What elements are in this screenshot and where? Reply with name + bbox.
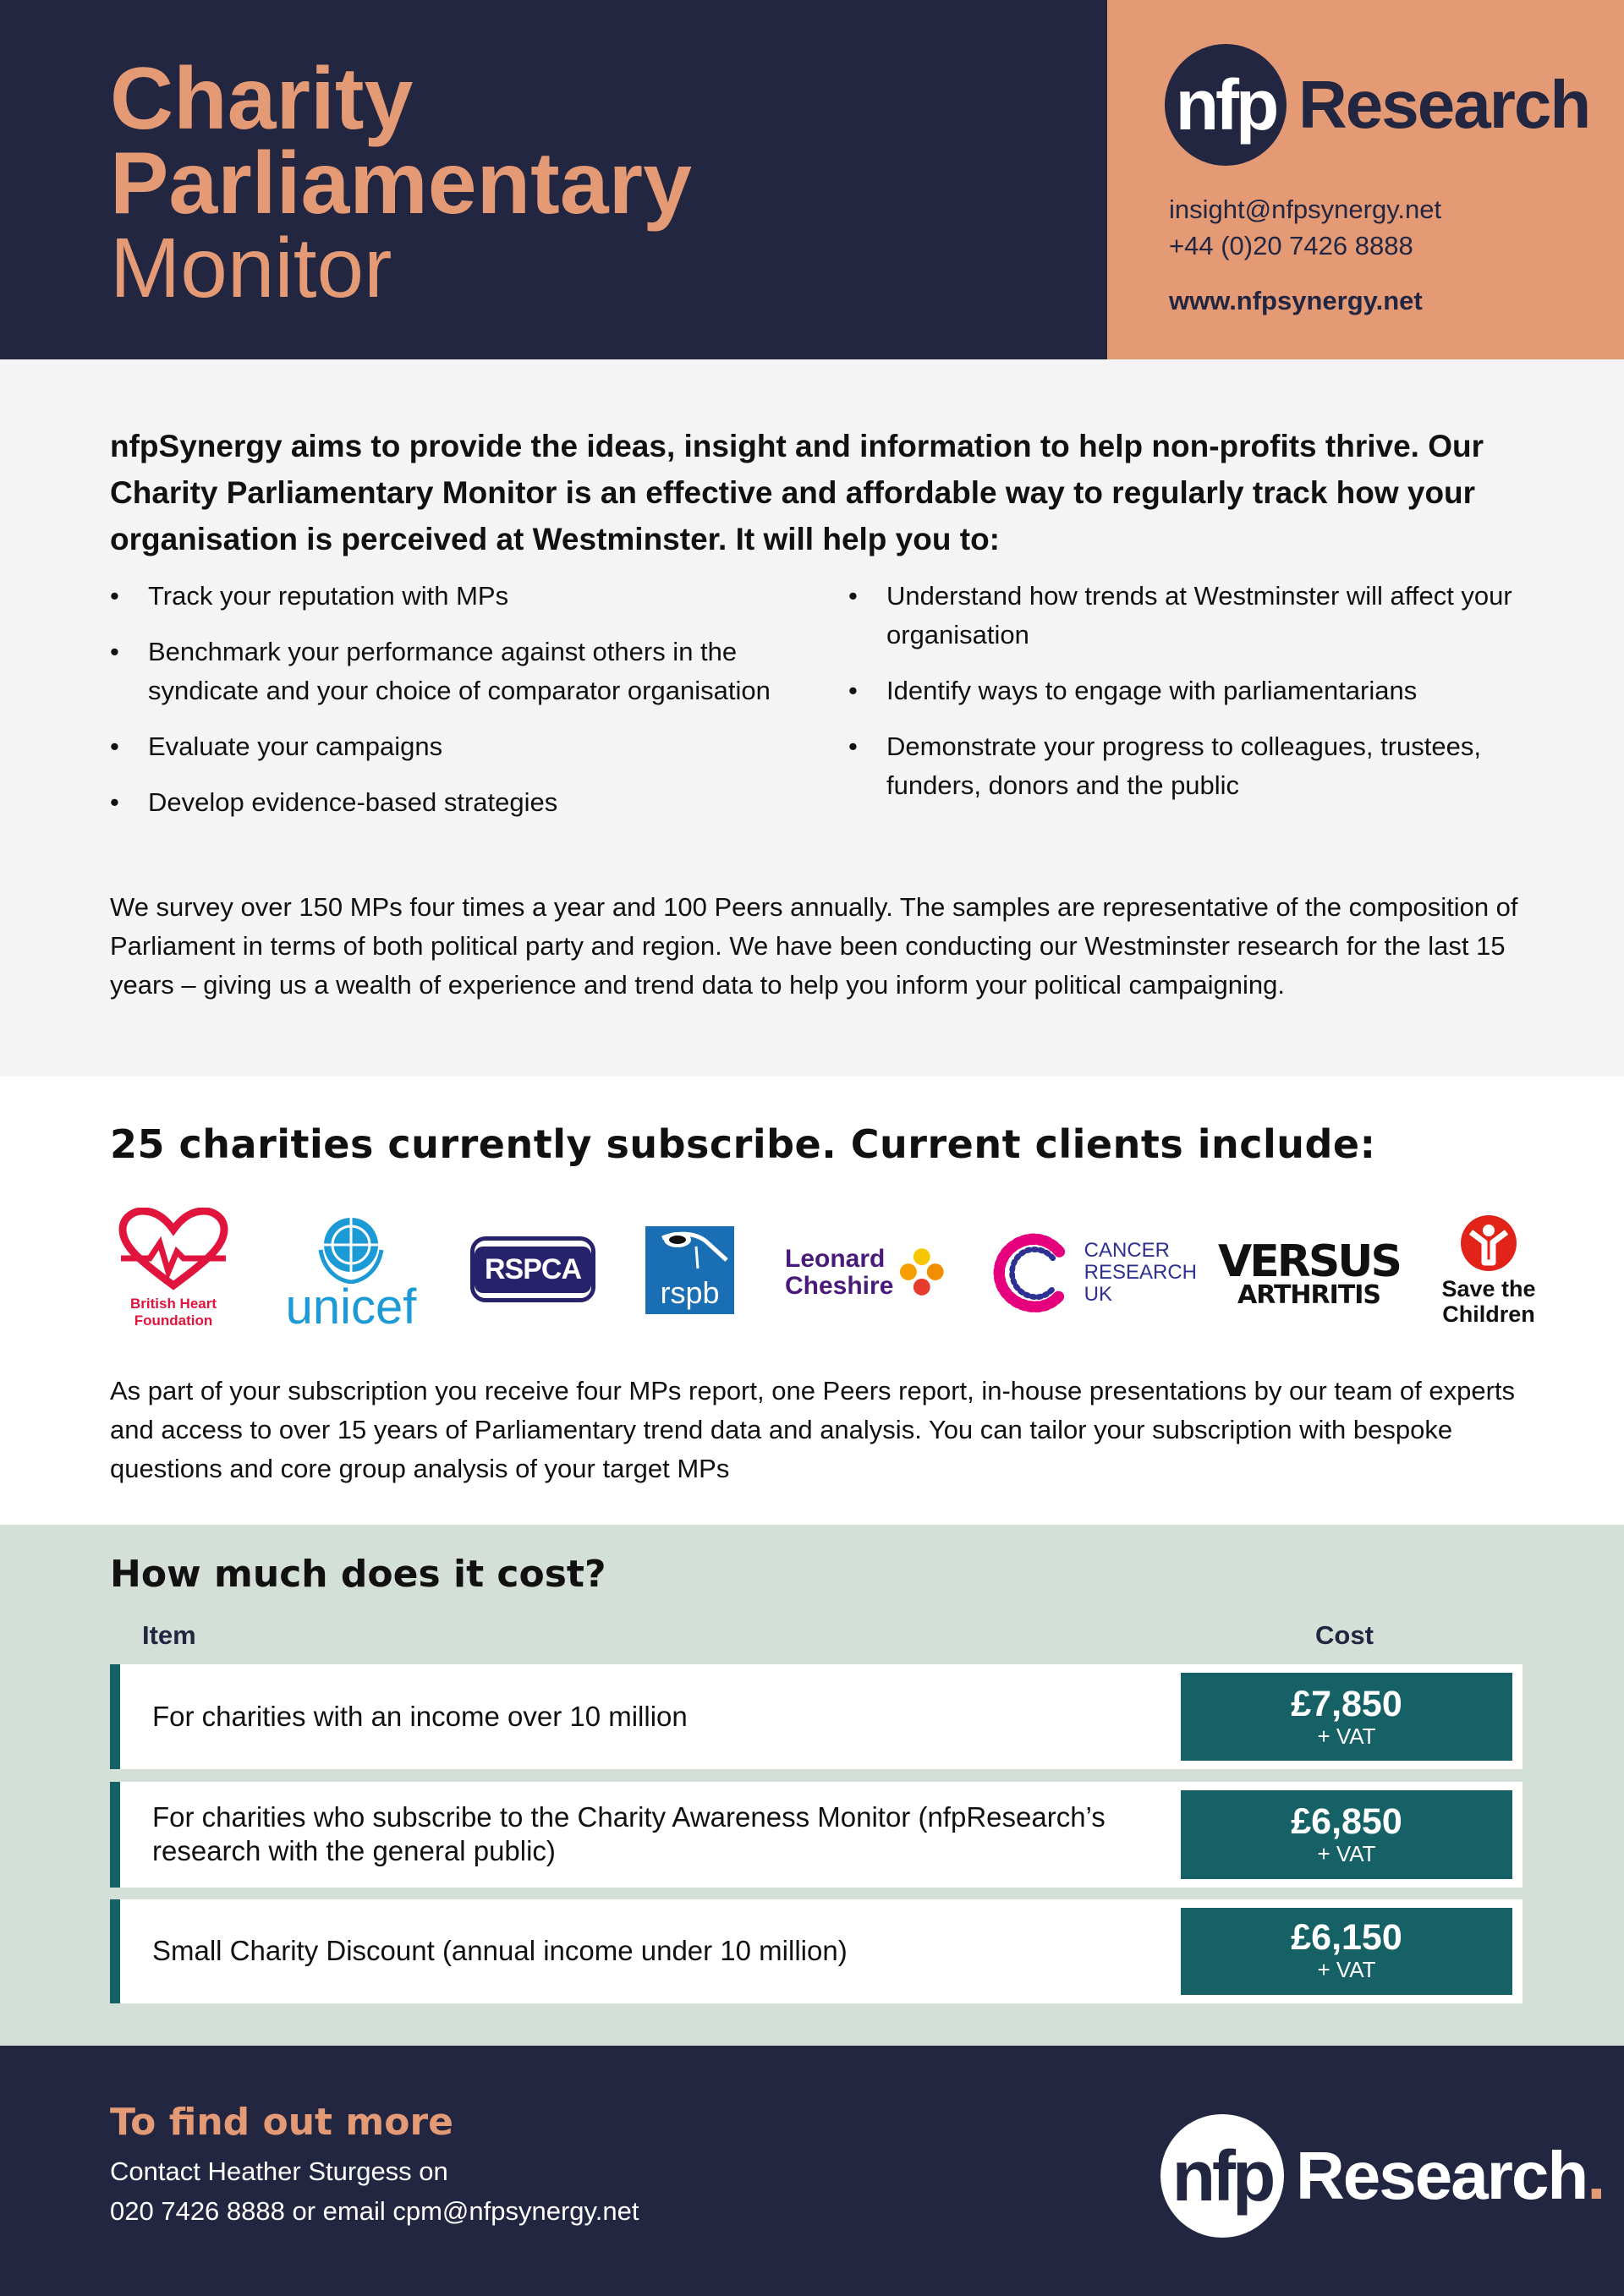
price-item-description: Small Charity Discount (annual income under 10 million) <box>152 1935 848 1966</box>
column-header-cost: Cost <box>1315 1620 1374 1650</box>
stc-logo-text: Save the Children <box>1441 1276 1536 1327</box>
price-badge <box>1181 1673 1512 1761</box>
leonard-cheshire-logo <box>785 1235 946 1311</box>
price-amount: £6,150 <box>1291 1917 1402 1958</box>
nfp-research-logo <box>1165 44 1589 166</box>
nfp-logo-text: Research <box>1298 67 1590 142</box>
heart-icon <box>116 1208 231 1292</box>
flower-icon <box>897 1245 946 1301</box>
intro-body-paragraph: We survey over 150 MPs four times a year and 100 Peers annually. The samples are representative of the composition of Parliament in terms of both political party and region. We have been conducting our Westminster research for the last 15 years – giving us a wealth of experience and trend data to help you inform your political campaigning. <box>110 892 1518 1000</box>
clients-heading: 25 charities currently subscribe. Current clients include: <box>110 1121 1376 1167</box>
leonard-cheshire-wordmark <box>785 1246 893 1300</box>
contact-email[interactable]: insight@nfpsynergy.net <box>1169 195 1442 224</box>
price-item-description: For charities who subscribe to the Charity Awareness Monitor (nfpResearch’s research with the general public) <box>152 1801 1106 1866</box>
price-badge <box>1181 1908 1512 1995</box>
list-item: • Understand how trends at Westminster will affect your organisation <box>848 577 1525 655</box>
list-item: • Identify ways to engage with parliamentarians <box>848 671 1525 710</box>
british-heart-foundation-logo <box>110 1201 237 1336</box>
save-the-children-logo <box>1429 1211 1548 1329</box>
rspca-logo-text: RSPCA <box>475 1247 591 1293</box>
cost-heading: How much does it cost? <box>110 1553 606 1596</box>
benefits-list-right <box>848 577 1525 822</box>
nfp-logo-text: Research <box>1296 2138 1588 2213</box>
cancer-research-wordmark <box>1084 1240 1197 1306</box>
price-amount: £7,850 <box>1291 1684 1402 1724</box>
globe-icon <box>312 1211 390 1284</box>
unicef-logo-text: unicef <box>285 1279 417 1334</box>
benefits-list-left <box>110 577 787 839</box>
price-vat: + VAT <box>1317 1841 1376 1866</box>
page-title-line-3: Monitor <box>110 221 392 315</box>
child-figure-icon <box>1459 1214 1518 1273</box>
cancer-logo-text: CANCER <box>1084 1239 1170 1262</box>
price-row <box>110 1664 1522 1769</box>
price-badge <box>1181 1790 1512 1879</box>
footer-contact-name: Contact Heather Sturgess on <box>110 2156 448 2186</box>
cheshire-logo-text: Cheshire <box>785 1272 894 1300</box>
nfp-research-footer-logo <box>1160 2114 1605 2238</box>
rspb-logo <box>645 1226 734 1314</box>
list-item: • Track your reputation with MPs <box>110 577 787 616</box>
list-item: • Evaluate your campaigns <box>110 727 787 766</box>
rspca-badge <box>470 1236 595 1302</box>
price-vat: + VAT <box>1317 1723 1376 1749</box>
contact-phone: +44 (0)20 7426 8888 <box>1169 231 1413 260</box>
arthritis-logo-text: ARTHRITIS <box>1237 1280 1381 1310</box>
dotted-c-icon <box>990 1232 1074 1313</box>
versus-logo-text: VERSUS <box>1218 1236 1400 1287</box>
footer-heading: To find out more <box>110 2101 453 2144</box>
price-item-description: For charities with an income over 10 million <box>152 1701 688 1732</box>
page-title-line-2: Parliamentary <box>110 134 692 233</box>
research-logo-text: RESEARCH <box>1084 1261 1197 1284</box>
footer-contact-details: 020 7426 8888 or email cpm@nfpsynergy.net <box>110 2196 639 2226</box>
uk-logo-text: UK <box>1084 1283 1112 1306</box>
intro-lead-paragraph: nfpSynergy aims to provide the ideas, insight and information to help non-profits thrive. Our Charity Parliamentary Monitor is an effective and affordable way to regularly track how your organisation is perceived at Westminster. It will help you to: <box>110 429 1484 556</box>
avocet-bird-icon <box>645 1226 734 1277</box>
nfp-logo-mark: nfp <box>1160 2114 1284 2238</box>
versus-arthritis-logo <box>1218 1236 1400 1312</box>
rspb-logo-text: rspb <box>660 1275 720 1310</box>
rspca-logo <box>469 1235 596 1304</box>
page-title-line-1: Charity <box>110 50 414 148</box>
contact-website[interactable]: www.nfpsynergy.net <box>1169 286 1423 315</box>
price-vat: + VAT <box>1317 1957 1376 1982</box>
column-header-item: Item <box>142 1620 196 1650</box>
bhf-logo-text: British Heart Foundation <box>129 1296 217 1329</box>
cancer-research-uk-logo <box>990 1226 1197 1319</box>
subscription-description: As part of your subscription you receive four MPs report, one Peers report, in-house presentations by our team of experts and access to over 15 years of Parliamentary trend data and analysis. You can tailor your subscription with bespoke questions and core group analysis of your target MPs <box>110 1376 1516 1483</box>
nfp-logo-mark: nfp <box>1165 44 1287 166</box>
price-row <box>110 1899 1522 2003</box>
list-item: • Benchmark your performance against others in the syndicate and your choice of comparator organisation <box>110 633 787 710</box>
price-amount: £6,850 <box>1291 1801 1402 1842</box>
nfp-logo-dot: . <box>1587 2138 1606 2213</box>
leonard-logo-text: Leonard <box>785 1245 886 1273</box>
unicef-logo <box>279 1209 423 1336</box>
list-item: • Develop evidence-based strategies <box>110 783 787 822</box>
price-row <box>110 1782 1522 1888</box>
list-item: • Demonstrate your progress to colleagues, trustees, funders, donors and the public <box>848 727 1525 805</box>
